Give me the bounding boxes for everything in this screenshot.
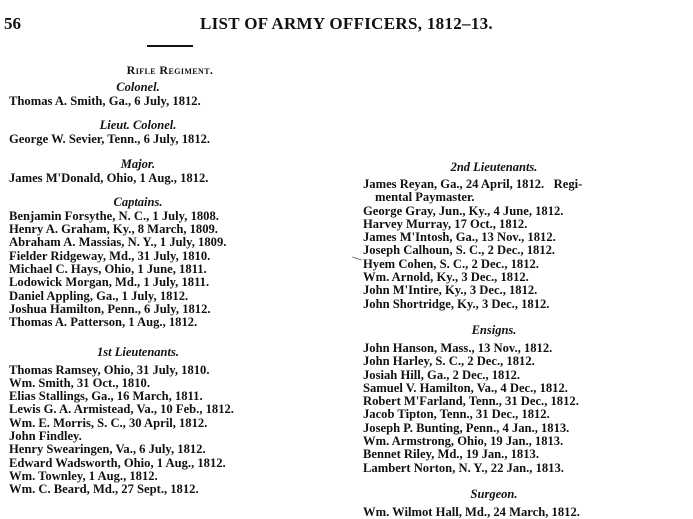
officer-entry: Fielder Ridgeway, Md., 31 July, 1810. [9, 248, 211, 263]
officer-entry-continuation: mental Paymaster. [375, 190, 475, 205]
officer-entry: Henry Swearingen, Va., 6 July, 1812. [9, 442, 206, 457]
officer-entry: George Gray, Jun., Ky., 4 June, 1812. [363, 203, 564, 218]
officer-entry: George W. Sevier, Tenn., 6 July, 1812. [9, 132, 211, 147]
officer-entry: Wm. Townley, 1 Aug., 1812. [9, 468, 158, 483]
officer-entry: Thomas Ramsey, Ohio, 31 July, 1810. [9, 362, 210, 377]
margin-mark [352, 256, 362, 260]
officer-entry: Samuel V. Hamilton, Va., 4 Dec., 1812. [363, 380, 568, 395]
rank-heading-1st-lieutenants: 1st Lieutenants. [97, 344, 179, 359]
rank-heading-major: Major. [120, 156, 156, 171]
page-number: 56 [4, 14, 21, 33]
officer-entry: Daniel Appling, Ga., 1 July, 1812. [9, 288, 189, 303]
rank-heading-captains: Captains. [113, 194, 163, 209]
officer-entry: Michael C. Hays, Ohio, 1 June, 1811. [9, 262, 207, 277]
officer-entry: Thomas A. Patterson, 1 Aug., 1812. [9, 315, 198, 330]
officer-entry: James M'Intosh, Ga., 13 Nov., 1812. [363, 230, 556, 245]
officer-entry: Abraham A. Massias, N. Y., 1 July, 1809. [9, 235, 227, 250]
officer-entry: Edward Wadsworth, Ohio, 1 Aug., 1812. [9, 455, 226, 470]
officer-entry: Lambert Norton, N. Y., 22 Jan., 1813. [363, 460, 564, 475]
rank-heading-lieut-colonel: Lieut. Colonel. [99, 118, 177, 133]
officer-entry: John Findley. [9, 429, 82, 444]
officer-entry: Wm. C. Beard, Md., 27 Sept., 1812. [9, 482, 199, 497]
officer-entry: James M'Donald, Ohio, 1 Aug., 1812. [9, 170, 209, 185]
officer-entry: John Shortridge, Ky., 3 Dec., 1812. [363, 296, 550, 311]
officer-entry: John Hanson, Mass., 13 Nov., 1812. [363, 340, 553, 355]
officer-entry: Joshua Hamilton, Penn., 6 July, 1812. [9, 301, 211, 316]
officer-entry: Wm. Smith, 31 Oct., 1810. [9, 375, 150, 390]
officer-entry: Robert M'Farland, Tenn., 31 Dec., 1812. [363, 394, 579, 409]
officer-entry: Joseph P. Bunting, Penn., 4 Jan., 1813. [363, 420, 570, 435]
officer-entry: John M'Intire, Ky., 3 Dec., 1812. [363, 283, 538, 298]
officer-entry: Lodowick Morgan, Md., 1 July, 1811. [9, 275, 210, 290]
officer-entry: Jacob Tipton, Tenn., 31 Dec., 1812. [363, 407, 550, 422]
rank-heading-surgeon: Surgeon. [470, 486, 518, 501]
regiment-heading: Rifle Regiment. [126, 63, 214, 77]
officer-entry: Josiah Hill, Ga., 2 Dec., 1812. [363, 367, 521, 382]
rank-heading-colonel: Colonel. [116, 80, 160, 94]
rank-heading-ensigns: Ensigns. [471, 322, 517, 337]
officer-entry: Hyem Cohen, S. C., 2 Dec., 1812. [363, 256, 539, 271]
officer-entry: Wm. Arnold, Ky., 3 Dec., 1812. [363, 270, 529, 285]
officer-entry: Benjamin Forsythe, N. C., 1 July, 1808. [9, 208, 219, 223]
officer-entry: Wm. E. Morris, S. C., 30 April, 1812. [9, 415, 208, 430]
officer-entry: Henry A. Graham, Ky., 8 March, 1809. [9, 222, 218, 237]
left-column [9, 80, 344, 497]
right-column [363, 160, 688, 519]
officer-entry: Elias Stallings, Ga., 16 March, 1811. [9, 389, 203, 404]
officer-entry: Wm. Armstrong, Ohio, 19 Jan., 1813. [363, 434, 564, 449]
officer-entry: Wm. Wilmot Hall, Md., 24 March, 1812. [363, 504, 580, 519]
officer-entry: James Reyan, Ga., 24 April, 1812. Regi- [363, 177, 583, 191]
officer-entry: Thomas A. Smith, Ga., 6 July, 1812. [9, 94, 201, 108]
officer-entry: Joseph Calhoun, S. C., 2 Dec., 1812. [363, 243, 556, 258]
officer-entry: Lewis G. A. Armistead, Va., 10 Feb., 1812. [9, 402, 234, 417]
page-title: LIST OF ARMY OFFICERS, 1812–13. [200, 14, 493, 33]
rank-heading-2nd-lieutenants: 2nd Lieutenants. [450, 160, 538, 174]
officer-entry: Harvey Murray, 17 Oct., 1812. [363, 216, 528, 231]
title-rule [147, 45, 193, 47]
officer-entry: John Harley, S. C., 2 Dec., 1812. [363, 354, 535, 369]
officer-entry: Bennet Riley, Md., 19 Jan., 1813. [363, 447, 539, 462]
